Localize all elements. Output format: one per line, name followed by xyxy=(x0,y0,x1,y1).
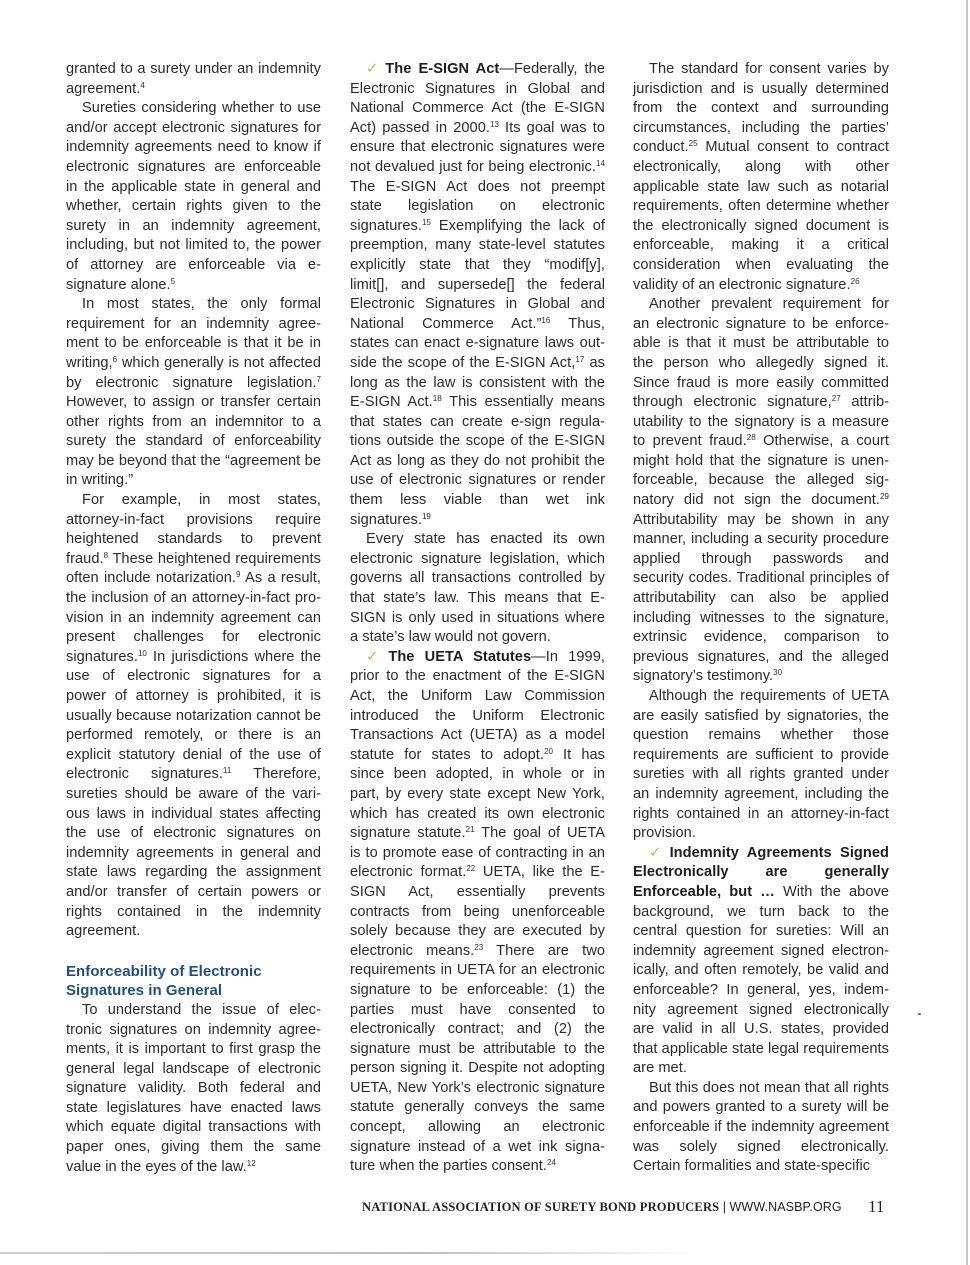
footer-website-link[interactable]: WWW.NASBP.ORG xyxy=(729,1200,842,1214)
text: granted to a surety under an indemnity agreement. xyxy=(66,61,321,97)
footnote-ref: 23 xyxy=(474,942,484,952)
footnote-ref: 12 xyxy=(246,1158,256,1168)
footnote-ref: 25 xyxy=(688,139,698,149)
page-bottom-edge xyxy=(0,1252,700,1254)
text: Another prevalent requirement for an electronic signature to be enforceable is that it must be attributable to the person who allegedly signed it. Since fraud is more easily committed through electronic signature, xyxy=(633,296,889,411)
footnote-ref: 6 xyxy=(112,354,118,364)
subsection-lead: The UETA Statutes xyxy=(388,648,532,665)
text: Thus, states can enact e-signature laws outside the scope of the E-SIGN Act, xyxy=(350,315,605,371)
text: The E-SIGN Act does not preempt state legislation on electronic signatures. xyxy=(350,178,605,234)
footnote-ref: 21 xyxy=(465,825,475,835)
scan-speck xyxy=(918,1013,921,1015)
paragraph xyxy=(633,1079,889,1177)
subsection-lead: The E-SIGN Act xyxy=(385,61,500,77)
footnote-ref: 24 xyxy=(547,1158,557,1168)
footnote-ref: 29 xyxy=(880,492,889,502)
text: attributability to the signatory is a measure to prevent fraud. xyxy=(633,394,889,450)
paragraph xyxy=(633,687,889,844)
footnote-ref: 11 xyxy=(222,766,232,776)
article-column-3 xyxy=(633,60,889,1177)
text: This essentially means that states can create e-sign regulations outside the scope of the E-SIGN Act as long as they do not prohibit the use of electronic signatures or render them less viable than wet ink signatures. xyxy=(350,394,606,528)
text: Mutual consent to contract electronically, along with other applicable state law such as notarial requirements, often determine whether the electronically signed document is enforceable, making it a critical consideration when evaluating the validity of an electronic signature. xyxy=(633,139,889,293)
page-edge-divider xyxy=(966,0,968,1265)
page-footer xyxy=(362,1200,887,1215)
paragraph xyxy=(66,1001,321,1177)
checkmark-icon: ✓ xyxy=(366,648,385,665)
footnote-ref: 9 xyxy=(236,570,241,580)
text: Sureties considering whether to use and/or accept electronic signatures for indemnity agreements need to know if electronic signatures are enforceable in the applicable state in general and whether, certain rights given to the surety in an indemnity agreement, including, but not limited to, the power of attorney are enforceable via e-signature alone. xyxy=(66,100,321,293)
footnote-ref: 18 xyxy=(432,394,442,404)
text: Attributability may be shown in any manner, including a security procedure applied through passwords and security codes. Traditional principles of attributability can also be applied including witnesses to the signature, extrinsic evidence, comparison to previous signatures, and the alleged signatory’s testimony. xyxy=(633,511,889,685)
text: Therefore, sureties should be aware of the various laws in individual states affecting the use of electronic signatures on indemnity agreements in general and state laws regarding the assignment and/or transfer of certain powers or rights contained in the indemnity agreement. xyxy=(66,766,322,940)
text: Its goal was to ensure that electronic signatures were not devalued just for being electronic. xyxy=(350,119,606,175)
text: Otherwise, a court might hold that the signature is unenforceable, because the alleged signatory did not sign the document. xyxy=(633,433,890,509)
footnote-ref: 26 xyxy=(850,276,860,286)
paragraph xyxy=(633,60,889,295)
checkmark-icon: ✓ xyxy=(366,61,382,77)
text: With the above background, we turn back to the central question for sureties: Will an indemnity agreement signed electronically, and often remotely, be valid and enforceable? In general, yes, indemnity agreement signed electronically are valid in all U.S. states, provided that applicable state legal requirements are met. xyxy=(633,883,889,1077)
text: In jurisdictions where the use of electronic signatures for a power of attorney is prohibited, it is usually because notarization cannot be performed remotely, or there is an explicit statutory denial of the use of electronic signatures. xyxy=(66,648,321,783)
paragraph xyxy=(350,530,605,648)
text: But this does not mean that all rights and powers granted to a surety will be enforceable if the indemnity agreement was solely signed electronically. Certain formalities and state-specific xyxy=(633,1079,889,1175)
page-number: 11 xyxy=(868,1197,885,1216)
footer-separator: | xyxy=(719,1200,730,1214)
text: which generally is not affected by electronic signature legislation. xyxy=(66,354,321,391)
paragraph xyxy=(350,648,605,1177)
text: However, to assign or transfer certain other rights from an indemnitor to a surety the standard of enforceability may be beyond that the “agreement be in writing.” xyxy=(66,394,321,489)
footnote-ref: 10 xyxy=(137,648,147,658)
text: In most states, the only formal requirement for an indemnity agreement to be enforceable is that it be in writing, xyxy=(66,296,321,371)
article-column-1 xyxy=(66,60,321,1177)
article-column-2 xyxy=(350,60,605,1177)
footnote-ref: 28 xyxy=(746,433,756,443)
text: Exemplifying the lack of preemption, many state-level statutes explicitly state that they “modif[y], limit[], and supersede[] the federal Electronic Signatures in Global and National Commerce Act.” xyxy=(350,217,605,332)
subsection-lead: Indemnity Agreements Signed Electronically are generally Enforceable, but … xyxy=(633,844,889,900)
footnote-ref: 5 xyxy=(170,276,176,286)
text: These heightened requirements often include notarization. xyxy=(66,550,321,587)
text: As a result, the inclusion of an attorney-in-fact provision in an indemnity agreement can present challenges for electronic signatures. xyxy=(66,570,321,665)
paragraph xyxy=(66,99,321,295)
text: as long as the law is consistent with the E-SIGN Act. xyxy=(350,354,605,411)
paragraph xyxy=(633,295,889,687)
text: The goal of UETA is to promote ease of contracting in an electronic format. xyxy=(350,825,605,881)
footnote-ref: 4 xyxy=(140,80,145,90)
footnote-ref: 19 xyxy=(421,511,431,521)
footnote-ref: 20 xyxy=(543,746,553,756)
text: —In 1999, prior to the enactment of the E-SIGN Act, the Uniform Law Commission introduced the Uniform Electronic Transactions Act (UETA) as a model statute for states to adopt. xyxy=(350,648,605,763)
text: Although the requirements of UETA are easily satisfied by signatories, the question remains whether those requirements are sufficient to provide sureties with all rights granted under an indemnity agreement, including the rights contained in an attorney-in-fact provision. xyxy=(633,688,889,842)
text: UETA, like the E-SIGN Act, essentially prevents contracts from being unenforceable solely because they are executed by electronic means. xyxy=(350,864,606,959)
section-heading: Enforceability of Electronic Signatures in General xyxy=(66,962,262,1000)
footnote-ref: 14 xyxy=(596,158,605,168)
text: Every state has enacted its own electronic signature legislation, which governs all transactions controlled by that state’s law. This means that E-SIGN is only used in situations where a state’s law would not govern. xyxy=(350,531,605,646)
text: To understand the issue of electronic signatures on indemnity agreements, it is important to first grasp the general legal landscape of electronic signature validity. Both federal and state legislatures have enacted laws which equate digital transactions with paper ones, giving them the same value in the eyes of the law. xyxy=(66,1001,321,1175)
footnote-ref: 16 xyxy=(541,315,551,325)
paragraph xyxy=(66,60,321,99)
paragraph xyxy=(66,295,321,491)
text: It has since been adopted, in whole or in part, by every state except New York, which has created its own electronic signature statute. xyxy=(350,746,605,842)
footnote-ref: 13 xyxy=(489,119,499,129)
footer-organization: NATIONAL ASSOCIATION OF SURETY BOND PRODUCERS xyxy=(362,1200,720,1214)
paragraph xyxy=(633,844,889,1079)
text: —Federally, the Electronic Signatures in Global and National Commerce Act (the E-SIGN Act) passed in 2000. xyxy=(350,61,605,136)
text: There are two requirements in UETA for an electronic signature to be enforceable: (1) the parties must have consented to electronically contract; and (2) the signature must be attributable to the person signing it. Despite not adopting UETA, New York’s electronic signature statute generally conveys the same concept, allowing an electronic signature instead of a wet ink signature when the parties consent. xyxy=(350,942,605,1175)
footnote-ref: 30 xyxy=(773,668,783,678)
footnote-ref: 22 xyxy=(466,864,476,874)
footnote-ref: 7 xyxy=(316,374,321,384)
footnote-ref: 17 xyxy=(575,354,585,364)
text: For example, in most states, attorney-in-fact provisions require heightened standards to prevent fraud. xyxy=(66,492,321,567)
checkmark-icon: ✓ xyxy=(649,844,666,861)
footnote-ref: 15 xyxy=(421,217,431,227)
paragraph xyxy=(350,60,605,530)
paragraph xyxy=(66,491,321,942)
footnote-ref: 27 xyxy=(831,394,841,404)
footnote-ref: 8 xyxy=(103,550,109,560)
text: The standard for consent varies by jurisdiction and is usually determined from the context and surrounding circumstances, including the parties’ conduct. xyxy=(633,61,889,156)
